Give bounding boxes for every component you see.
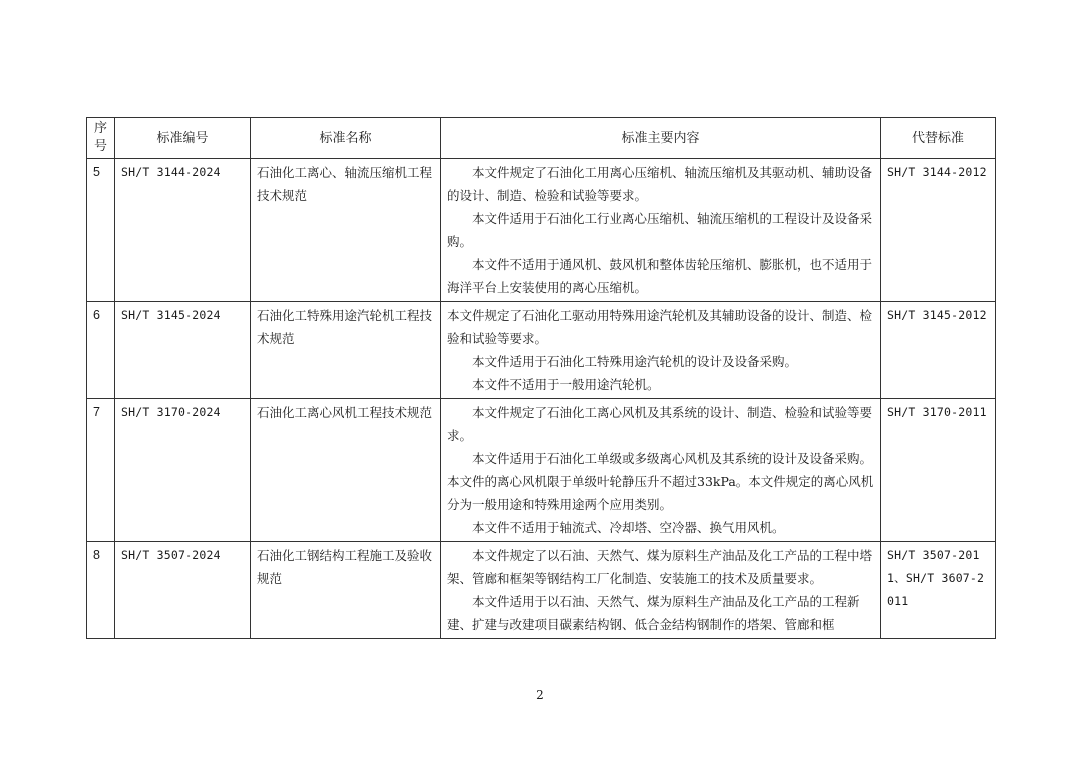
row-name: 石油化工离心、轴流压缩机工程技术规范: [251, 159, 441, 302]
content-paragraph: 本文件适用于以石油、天然气、煤为原料生产油品及化工产品的工程新建、扩建与改建项目碳素结构钢、低合金结构钢制作的塔架、管廊和框: [447, 594, 860, 632]
content-paragraph: 本文件适用于石油化工特殊用途汽轮机的设计及设备采购。: [472, 354, 798, 369]
standards-table: [86, 117, 996, 639]
content-paragraph: 本文件适用于石油化工行业离心压缩机、轴流压缩机的工程设计及设备采购。: [447, 211, 873, 249]
row-name: 石油化工特殊用途汽轮机工程技术规范: [251, 302, 441, 399]
row-content: [441, 399, 881, 542]
content-paragraph: 本文件不适用于一般用途汽轮机。: [472, 377, 660, 392]
row-code: SH/T 3507-2024: [115, 542, 251, 639]
row-seq: 7: [87, 399, 115, 542]
header-content: 标准主要内容: [441, 118, 881, 159]
content-paragraph: 本文件不适用于轴流式、冷却塔、空冷器、换气用风机。: [472, 520, 785, 535]
page-number: 2: [536, 688, 544, 702]
row-replaces: SH/T 3170-2011: [881, 399, 996, 542]
content-paragraph: 本文件不适用于通风机、鼓风机和整体齿轮压缩机、膨胀机，也不适用于海洋平台上安装使用的离心压缩机。: [447, 257, 873, 295]
row-code: SH/T 3144-2024: [115, 159, 251, 302]
row-seq: 6: [87, 302, 115, 399]
row-name: 石油化工离心风机工程技术规范: [251, 399, 441, 542]
row-content: [441, 159, 881, 302]
table-row: [87, 399, 996, 542]
header-code: 标准编号: [115, 118, 251, 159]
row-name: 石油化工钢结构工程施工及验收规范: [251, 542, 441, 639]
content-paragraph: 本文件适用于石油化工单级或多级离心风机及其系统的设计及设备采购。本文件的离心风机限于单级叶轮静压升不超过33kPa。本文件规定的离心风机分为一般用途和特殊用途两个应用类别。: [447, 451, 874, 512]
header-name: 标准名称: [251, 118, 441, 159]
row-seq: 8: [87, 542, 115, 639]
row-replaces: SH/T 3144-2012: [881, 159, 996, 302]
content-paragraph: 本文件规定了石油化工离心风机及其系统的设计、制造、检验和试验等要求。: [447, 405, 873, 443]
header-seq: 序号: [87, 118, 115, 159]
header-replaces: 代替标准: [881, 118, 996, 159]
row-seq: 5: [87, 159, 115, 302]
row-content: [441, 302, 881, 399]
row-replaces: SH/T 3507-2011、SH/T 3607-2011: [881, 542, 996, 639]
row-replaces: SH/T 3145-2012: [881, 302, 996, 399]
row-content: [441, 542, 881, 639]
content-paragraph: 本文件规定了以石油、天然气、煤为原料生产油品及化工产品的工程中塔架、管廊和框架等钢结构工厂化制造、安装施工的技术及质量要求。: [447, 548, 873, 586]
table-header-row: [87, 118, 996, 159]
row-code: SH/T 3170-2024: [115, 399, 251, 542]
content-paragraph: 本文件规定了石油化工用离心压缩机、轴流压缩机及其驱动机、辅助设备的设计、制造、检验和试验等要求。: [447, 165, 873, 203]
row-code: SH/T 3145-2024: [115, 302, 251, 399]
table-row: [87, 302, 996, 399]
content-paragraph: 本文件规定了石油化工驱动用特殊用途汽轮机及其辅助设备的设计、制造、检验和试验等要求。: [447, 308, 873, 346]
table-row: [87, 542, 996, 639]
table-row: [87, 159, 996, 302]
